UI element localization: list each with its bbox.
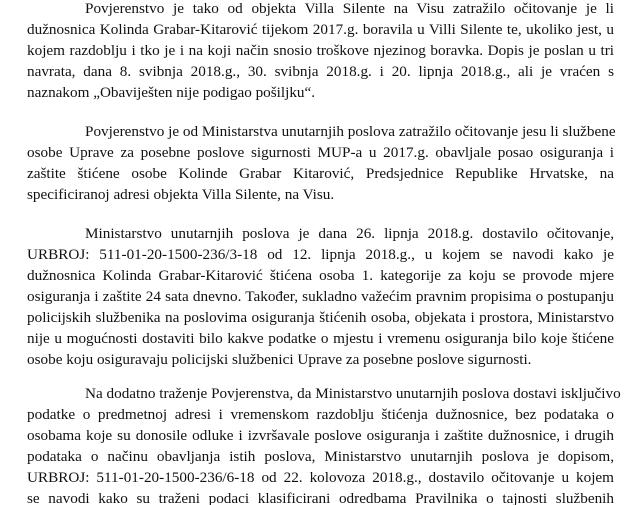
text-line: podatke o predmetnoj adresi i vremenskom razdoblju štićenja dužnosnice, bez podataka o <box>27 406 614 423</box>
text-line: kojem razdoblju i tko je i na koji način snosio troškove njezinog boravka. Dopis je poslan u tri <box>27 42 614 59</box>
text-line: osiguranja i zaštite 24 sata dnevno. Također, sukladno važećim pravnim propisima o postupanju <box>27 288 614 305</box>
text-line: osobe Uprave za posebne poslove sigurnosti MUP-a u 2017.g. obavljale posao osiguranja i <box>27 144 614 161</box>
text-line: Ministarstvo unutarnjih poslova je dana 26. lipnja 2018.g. dostavilo očitovanje, <box>85 225 614 242</box>
paragraph-villa-silente-inquiry <box>27 0 614 103</box>
text-line: navrata, dana 8. svibnja 2018.g., 30. svibnja 2018.g. i 20. lipnja 2018.g., ali je vraćen s <box>27 63 614 80</box>
text-line: Povjerenstvo je tako od objekta Villa Silente na Visu zatražilo očitovanje je li <box>85 0 614 17</box>
text-line: zaštite štićene osobe Kolinde Grabar Kitarović, Predsjednice Republike Hrvatske, na <box>27 165 614 182</box>
text-line: URBROJ: 511-01-20-1500-236/6-18 od 22. kolovoza 2018.g., dostavilo očitovanje u kojem <box>27 469 614 486</box>
text-line: naznakom „Obaviješten nije podigao pošiljku“. <box>27 84 316 101</box>
text-line: se navodi kako su traženi podaci klasificirani odredbama Pravilnika o tajnosti službenih <box>27 490 614 505</box>
paragraph-additional-request <box>27 383 621 505</box>
paragraph-ministry-request <box>27 121 614 205</box>
text-line: nije u mogućnosti dostaviti bilo kakve podatke o mjestu i vremenu osiguranja bilo koje štićene <box>27 330 614 347</box>
text-line: policijskih službenika na poslovima osiguranja štićenih osoba, objekata i prostora, Ministarstvo <box>27 309 614 326</box>
text-line: osobe koju osiguravaju policijski službenici Uprave za posebne poslove sigurnosti. <box>27 351 532 368</box>
text-line: podataka o načinu obavljanja istih poslova, Ministarstvo unutarnjih poslova je dopisom, <box>27 448 614 465</box>
text-line: osobama koje su donosile odluke i izvršavale poslove osiguranja i zaštite dužnosnice, i drugih <box>27 427 614 444</box>
text-line: Na dodatno traženje Povjerenstva, da Ministarstvo unutarnjih poslova dostavi isključivo <box>85 385 621 402</box>
text-line: specificiranoj adresi objekta Villa Silente, na Visu. <box>27 186 335 203</box>
paragraph-ministry-response <box>27 223 614 370</box>
text-line: dužnosnica Kolinda Grabar-Kitarović štićena osoba 1. kategorije za koju se provode mjere <box>27 267 614 284</box>
text-line: URBROJ: 511-01-20-1500-236/3-18 od 12. lipnja 2018.g., u kojem se navodi kako je <box>27 246 614 263</box>
text-line: Povjerenstvo je od Ministarstva unutarnjih poslova zatražilo očitovanje jesu li službene <box>85 123 616 140</box>
text-line: dužnosnica Kolinda Grabar-Kitarović tijekom 2017.g. boravila u Villi Silente te, ukoliko jest, u <box>27 21 614 38</box>
